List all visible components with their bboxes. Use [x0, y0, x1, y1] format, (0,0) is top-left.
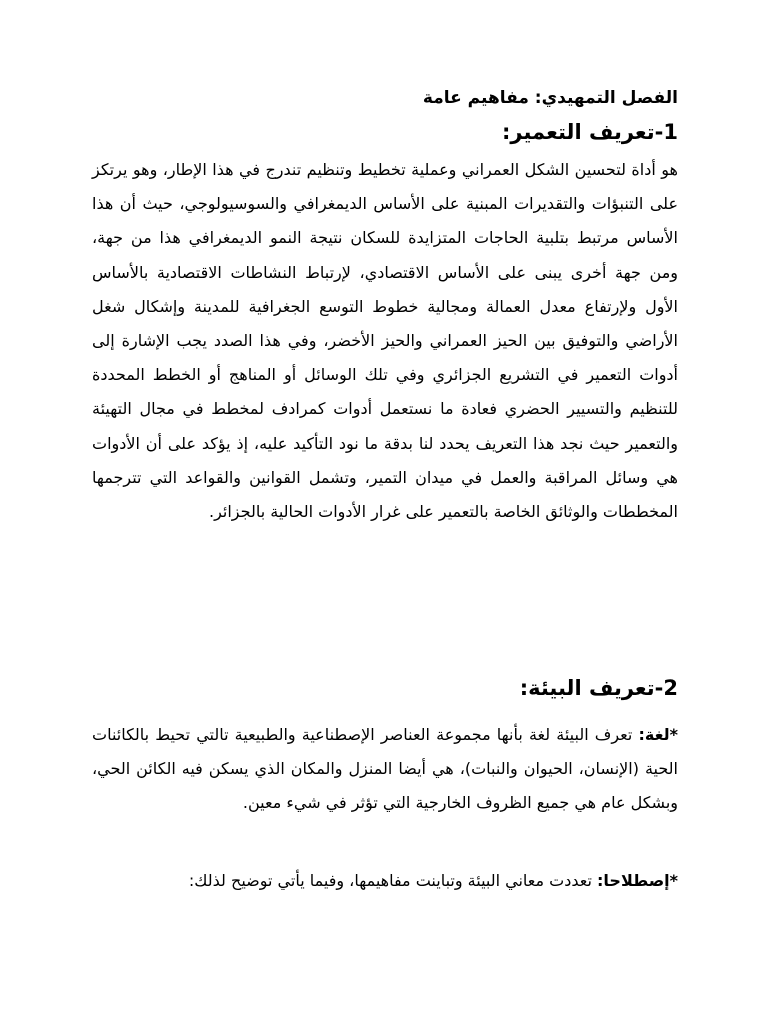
environment-terminological-definition [92, 864, 678, 898]
linguistic-term-label: *لغة: [638, 725, 678, 744]
terminological-definition-text: تعددت معاني البيئة وتباينت مفاهيمها، وفيما يأتي توضيح لذلك: [188, 871, 598, 890]
terminological-term-label: *إصطلاحا: [597, 871, 678, 890]
linguistic-definition-text: تعرف البيئة لغة بأنها مجموعة العناصر الإصطناعية والطبيعية تالتي تحيط بالكائنات الحية (الإنسان، الحيوان والنبات)، هي أيضا المنزل والمكان الذي يسكن فيه الكائن الحي، وبشكل عام هي جميع الظروف الخارجية التي تؤثر في شيء معين. [92, 725, 678, 813]
environment-linguistic-definition [92, 718, 678, 821]
section-heading-environment: 2-تعريف البيئة: [519, 676, 678, 700]
chapter-title: الفصل التمهيدي: مفاهيم عامة [422, 88, 678, 108]
urbanization-definition-paragraph: هو أداة لتحسين الشكل العمراني وعملية تخطيط وتنظيم تندرج في هذا الإطار، وهو يرتكز على التنبؤات والتقديرات المبنية على الأساس الديمغرافي والسوسيولوجي، حيث أن هذا الأساس مرتبط بتلبية الحاجات المتزايدة للسكان نتيجة النمو الديمغرافي هذا من جهة، ومن جهة أخرى يبنى على الأساس الاقتصادي، لإرتباط النشاطات الاقتصادية بالأساس الأول ولإرتفاع معدل العمالة ومجالية خطوط التوسع الجغرافية للمدينة وإشكال شغل الأراضي والتوفيق بين الحيز العمراني والحيز الأخضر، وفي هذا الصدد يجب الإشارة إلى أدوات التعمير في التشريع الجزائري وفي تلك الوسائل أو المناهج أو الخطط المحددة للتنظيم والتسيير الحضري فعادة ما نستعمل أدوات كمرادف لمخطط في مجال التهيئة والتعمير حيث نجد هذا التعريف يحدد لنا بدقة ما نود التأكيد عليه، إذ يؤكد على أن الأدوات هي وسائل المراقبة والعمل في ميدان التمير، وتشمل القوانين والقواعد التي تترجمها المخططات والوثائق الخاصة بالتعمير على غرار الأدوات الحالية بالجزائر. [92, 160, 678, 522]
section-heading-urbanization: 1-تعريف التعمير: [502, 120, 678, 144]
